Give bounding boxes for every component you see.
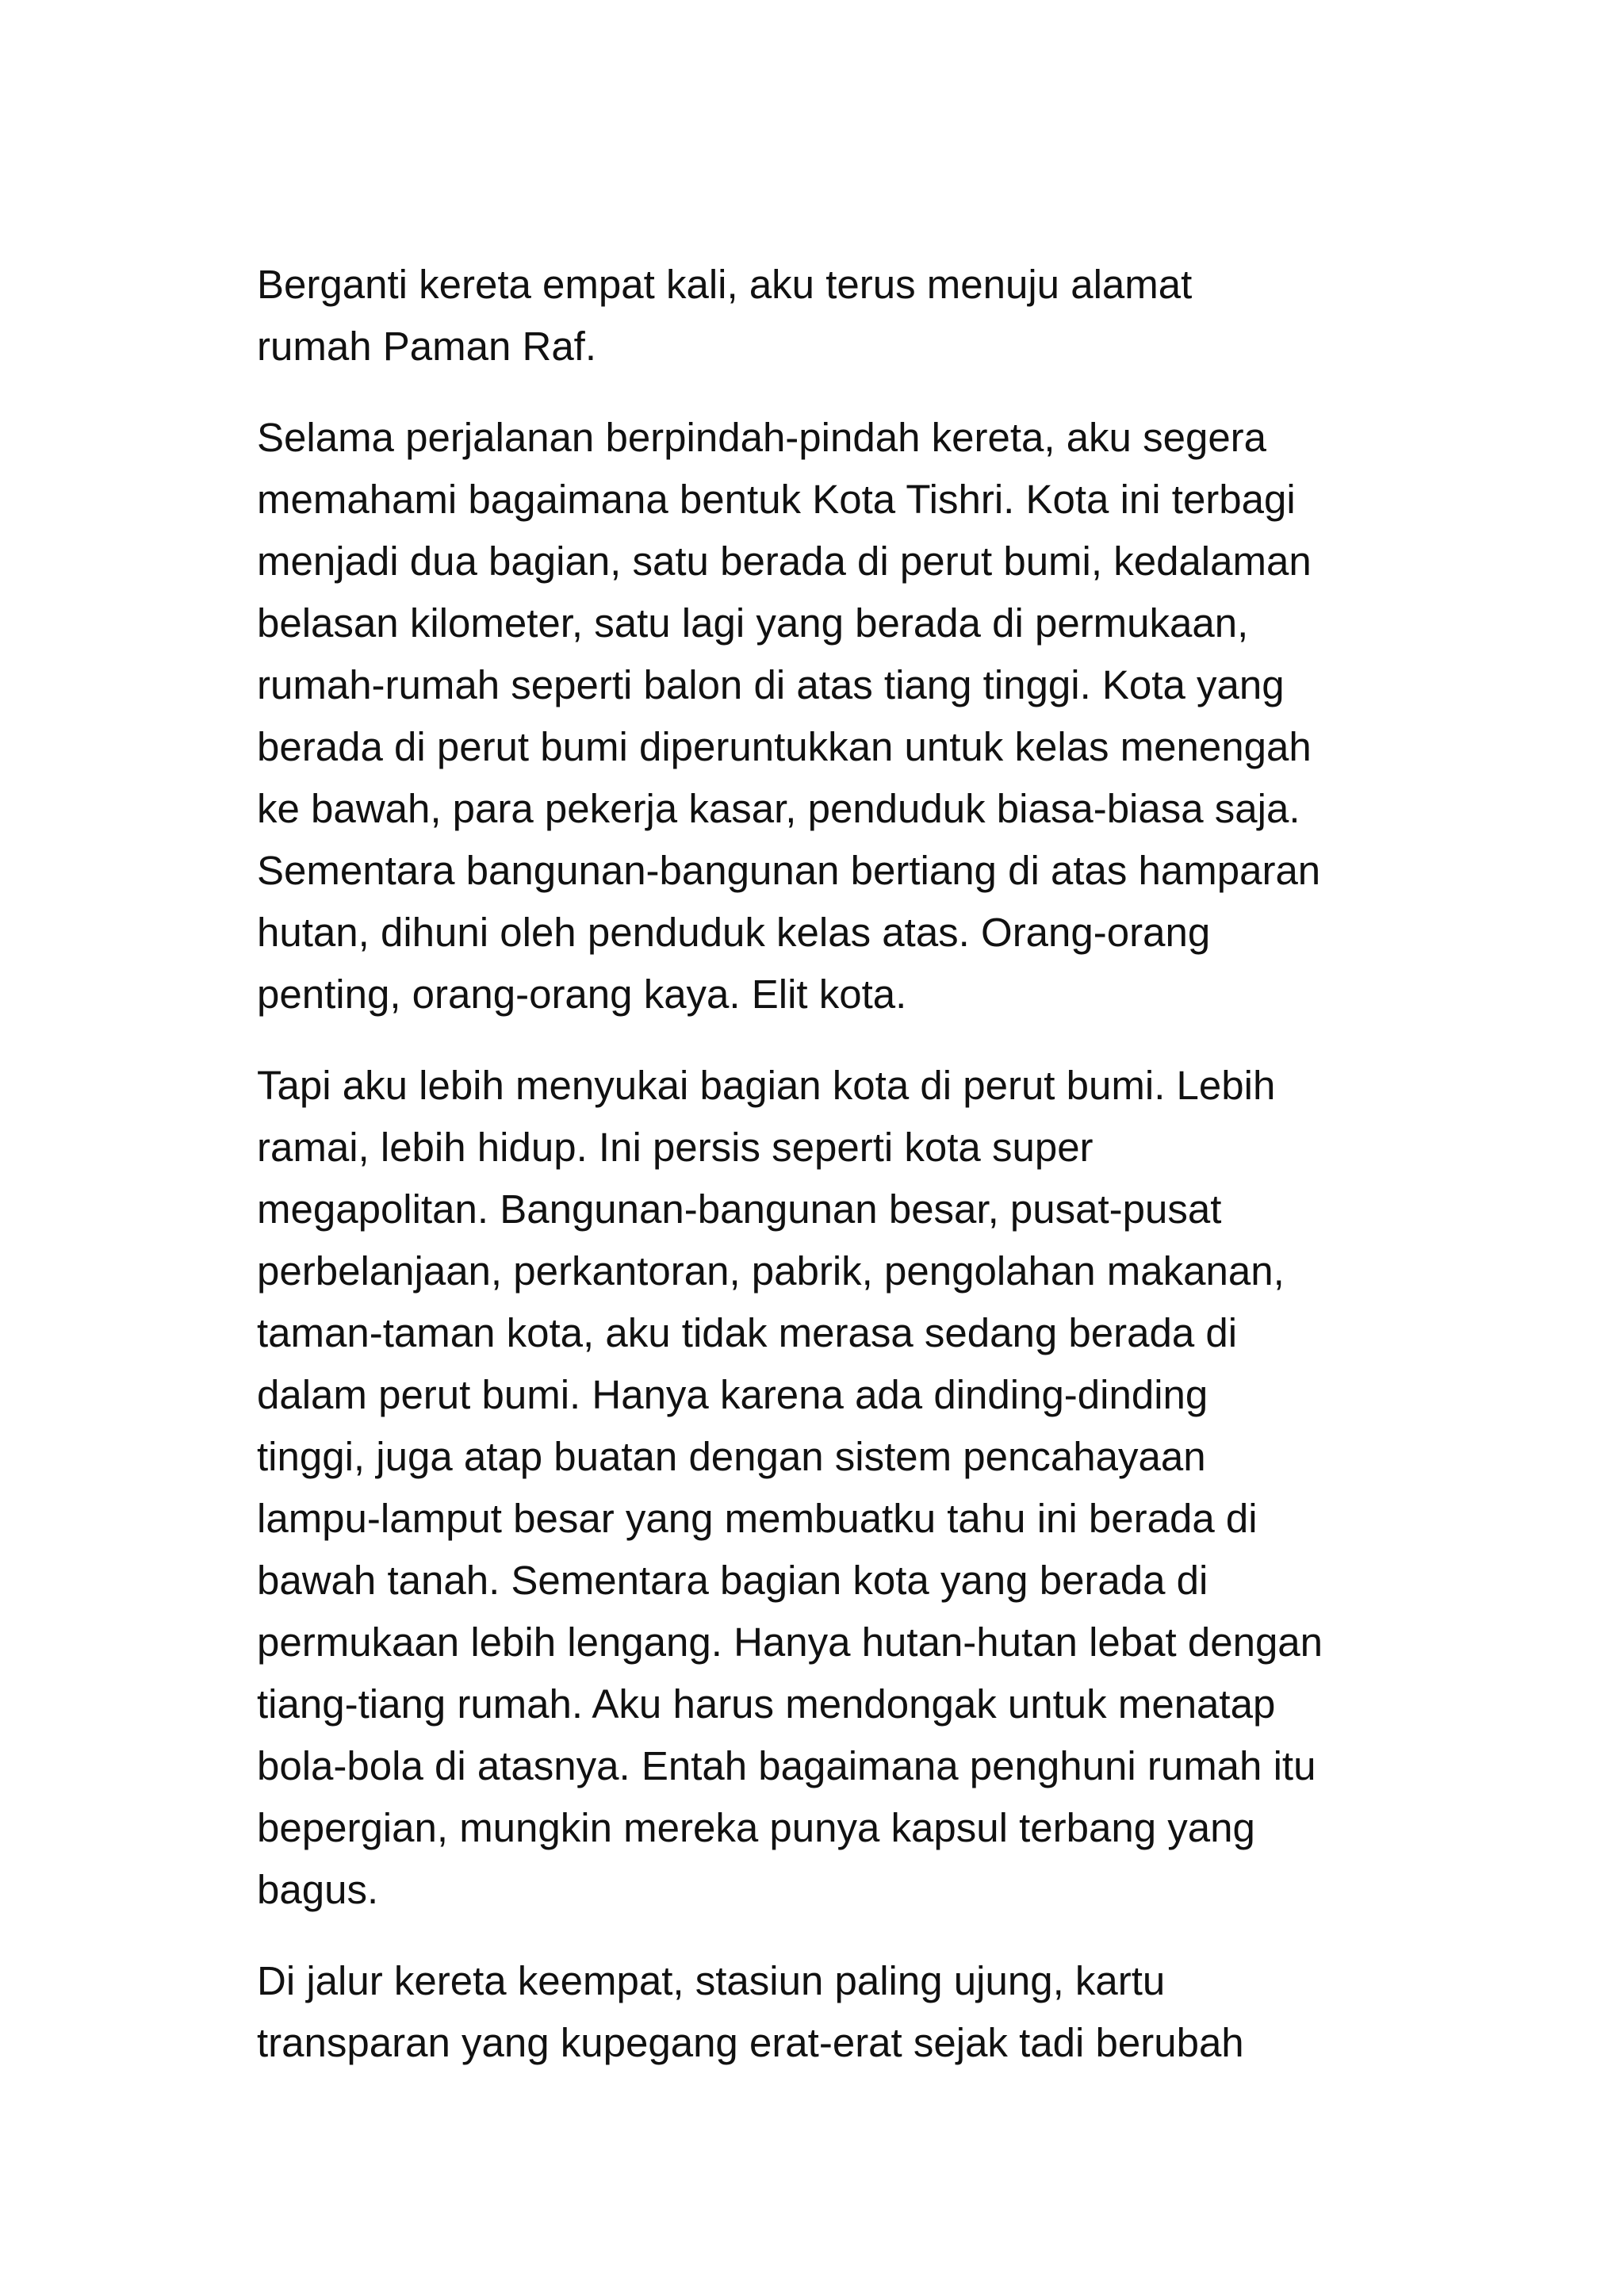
paragraph-3 bbox=[257, 1055, 1399, 1921]
paragraph-1 bbox=[257, 254, 1399, 378]
text-line: permukaan lebih lengang. Hanya hutan-hutan lebat dengan bbox=[257, 1619, 1323, 1665]
text-line: belasan kilometer, satu lagi yang berada di permukaan, bbox=[257, 600, 1249, 646]
text-line: bawah tanah. Sementara bagian kota yang berada di bbox=[257, 1558, 1208, 1603]
text-line: ke bawah, para pekerja kasar, penduduk biasa-biasa saja. bbox=[257, 786, 1300, 831]
text-line: menjadi dua bagian, satu berada di perut bumi, kedalaman bbox=[257, 539, 1312, 584]
document-body bbox=[257, 254, 1399, 2103]
text-line: memahami bagaimana bentuk Kota Tishri. Kota ini terbagi bbox=[257, 477, 1296, 522]
text-line: Sementara bangunan-bangunan bertiang di atas hamparan bbox=[257, 848, 1321, 893]
text-line: penting, orang-orang kaya. Elit kota. bbox=[257, 972, 907, 1017]
text-line: berada di perut bumi diperuntukkan untuk kelas menengah bbox=[257, 724, 1312, 769]
text-line: bagus. bbox=[257, 1867, 379, 1912]
text-line: hutan, dihuni oleh penduduk kelas atas. Orang-orang bbox=[257, 910, 1211, 955]
text-line: Di jalur kereta keempat, stasiun paling ujung, kartu bbox=[257, 1958, 1166, 2003]
text-line: Tapi aku lebih menyukai bagian kota di perut bumi. Lebih bbox=[257, 1063, 1276, 1108]
text-line: Selama perjalanan berpindah-pindah kereta, aku segera bbox=[257, 415, 1267, 460]
text-line: ramai, lebih hidup. Ini persis seperti kota super bbox=[257, 1125, 1094, 1170]
text-line: tiang-tiang rumah. Aku harus mendongak untuk menatap bbox=[257, 1681, 1276, 1727]
text-line: bepergian, mungkin mereka punya kapsul terbang yang bbox=[257, 1805, 1255, 1850]
paragraph-2 bbox=[257, 407, 1399, 1025]
text-line: transparan yang kupegang erat-erat sejak tadi berubah bbox=[257, 2020, 1244, 2065]
text-line: perbelanjaan, perkantoran, pabrik, pengolahan makanan, bbox=[257, 1248, 1285, 1294]
paragraph-4 bbox=[257, 1950, 1399, 2074]
text-line: rumah Paman Raf. bbox=[257, 324, 597, 369]
text-line: Berganti kereta empat kali, aku terus menuju alamat bbox=[257, 262, 1193, 307]
text-line: megapolitan. Bangunan-bangunan besar, pusat-pusat bbox=[257, 1186, 1222, 1232]
text-line: rumah-rumah seperti balon di atas tiang tinggi. Kota yang bbox=[257, 662, 1285, 707]
text-line: tinggi, juga atap buatan dengan sistem pencahayaan bbox=[257, 1434, 1206, 1479]
text-line: bola-bola di atasnya. Entah bagaimana penghuni rumah itu bbox=[257, 1743, 1316, 1788]
text-line: lampu-lamput besar yang membuatku tahu ini berada di bbox=[257, 1496, 1258, 1541]
text-line: taman-taman kota, aku tidak merasa sedang berada di bbox=[257, 1310, 1238, 1355]
text-line: dalam perut bumi. Hanya karena ada dinding-dinding bbox=[257, 1372, 1208, 1417]
